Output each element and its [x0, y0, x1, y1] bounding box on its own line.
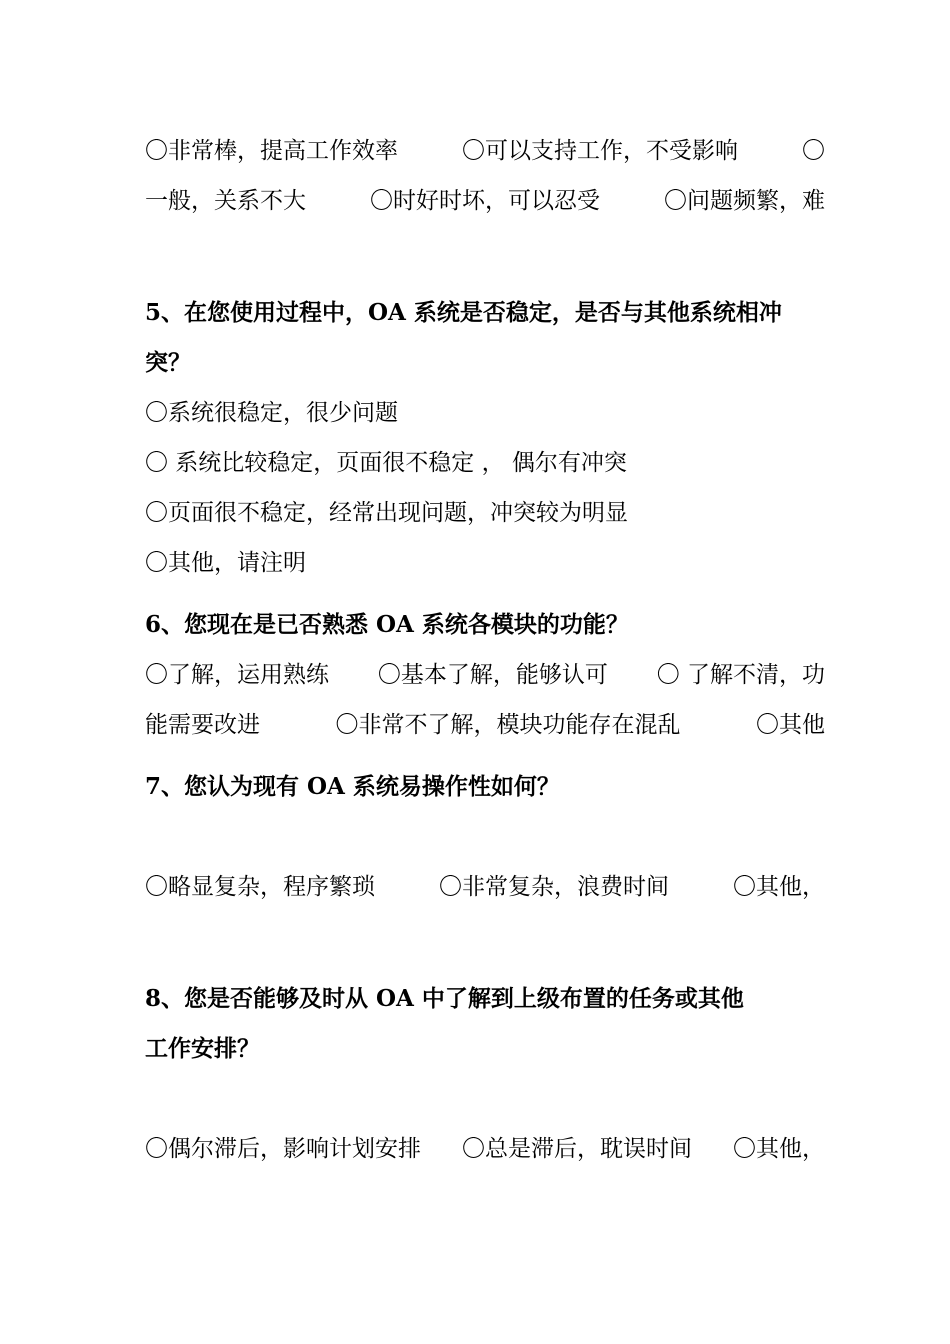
- question-6-title: 6、您现在是已否熟悉 OA 系统各模块的功能？: [145, 611, 629, 638]
- question-5-title-cont: 突？: [145, 349, 191, 376]
- option-text: 〇其他: [756, 712, 825, 738]
- option-text: 〇可以支持工作，不受影响: [462, 138, 738, 164]
- options-line: [145, 912, 825, 962]
- option-text: 〇基本了解，能够认可: [377, 662, 608, 688]
- option-text: 〇: [802, 138, 825, 164]
- options-line: [145, 176, 825, 226]
- question-5-title: 5、在您使用过程中，OA 系统是否稳定，是否与其他系统相冲: [145, 299, 782, 326]
- options-line: [145, 700, 825, 750]
- option-text: 〇总是滞后，耽误时间: [462, 1136, 692, 1162]
- options-line: [145, 650, 825, 700]
- option-text: 能需要改进: [145, 712, 260, 738]
- option-text: 〇略显复杂，程序繁琐: [145, 874, 375, 900]
- q5-option-4: 〇其他，请注明: [145, 550, 306, 576]
- options-line: [145, 812, 825, 862]
- option-text: 〇了解，运用熟练: [145, 662, 329, 688]
- q5-option-3: 〇页面很不稳定，经常出现问题，冲突较为明显: [145, 500, 628, 526]
- options-line: [145, 226, 825, 276]
- question-8-title-cont: 工作安排？: [145, 1035, 260, 1062]
- options-line: [145, 862, 825, 912]
- option-text: 〇非常复杂，浪费时间: [439, 874, 669, 900]
- question-7-title: 7、您认为现有 OA 系统易操作性如何？: [145, 773, 560, 800]
- q5-option-1: 〇系统很稳定，很少问题: [145, 400, 398, 426]
- options-line: [145, 126, 825, 176]
- option-text: 〇偶尔滞后，影响计划安排: [145, 1136, 421, 1162]
- option-text: 〇非常不了解，模块功能存在混乱: [335, 712, 681, 738]
- q5-option-2: 〇 系统比较稳定，页面很不稳定 ， 偶尔有冲突: [145, 450, 627, 476]
- option-text: 〇其他，: [733, 874, 825, 900]
- option-text: 〇问题频繁，难: [664, 188, 825, 214]
- question-8-title: 8、您是否能够及时从 OA 中了解到上级布置的任务或其他: [145, 985, 744, 1012]
- document-page: [145, 126, 825, 1224]
- option-text: 〇非常棒，提高工作效率: [145, 138, 398, 164]
- options-line: [145, 1174, 825, 1224]
- option-text: 〇时好时坏，可以忍受: [370, 188, 600, 214]
- option-text: 〇其他，: [733, 1136, 825, 1162]
- option-text: 一般，关系不大: [145, 188, 306, 214]
- options-line: [145, 1074, 825, 1124]
- options-line: [145, 1124, 825, 1174]
- option-text: 〇 了解不清，功: [656, 662, 825, 688]
